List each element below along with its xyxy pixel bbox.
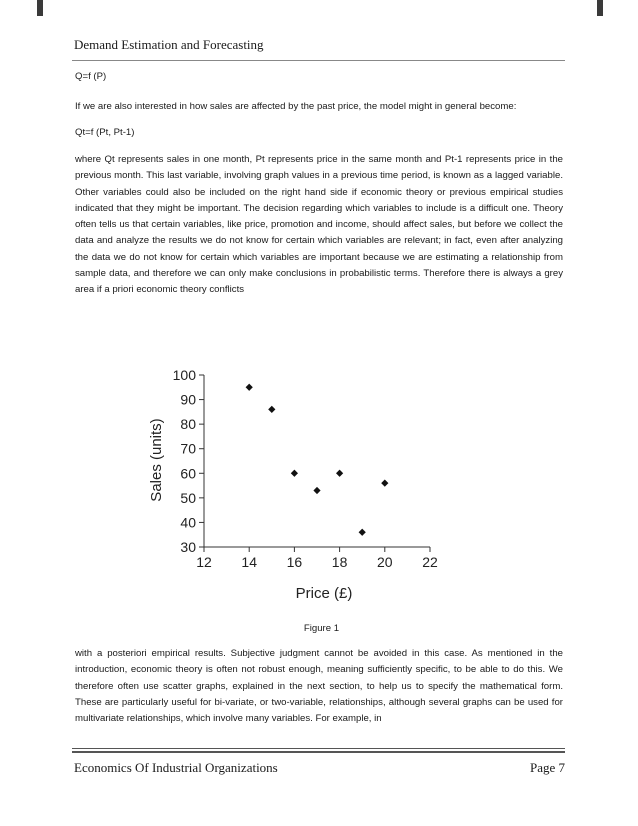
- chart-axes: [204, 375, 430, 547]
- x-tick-label: 12: [196, 554, 212, 570]
- y-tick-label: 70: [180, 440, 196, 457]
- x-tick-label: 22: [422, 554, 438, 570]
- x-axis-label: Price (£): [295, 585, 353, 602]
- x-tick-label: 18: [331, 554, 348, 570]
- y-tick-label: 50: [180, 489, 196, 506]
- x-axis-ticks: [196, 547, 438, 570]
- x-tick-label: 16: [286, 554, 303, 570]
- x-tick-label: 20: [377, 554, 393, 570]
- y-axis-ticks: [173, 367, 204, 555]
- page-corner-mark-left: [37, 0, 43, 16]
- data-point: [313, 487, 320, 494]
- paragraph-2: where Qt represents sales in one month, Pt represents price in the same month and Pt-1 represents price in the previous month. This last variable, involving graph values in a previous time period, is known as a lagged variable. Other variables could also be included on the right hand side if economic theory or previous empirical studies indicated that they might be important. The decision regarding which variables to include is a difficult one. Theory often tells us that certain variables, like price, promotion and income, should affect sales, but before we collect the data and analyze the results we do not know for certain which variables are relevant; in fact, even after analyzing the data we do not know for certain which variables are important because we are estimating a relationship from sample data, and therefore we can only make conclusions in probabilistic terms. Therefore there is always a grey area if a priori economic theory conflicts: [75, 154, 563, 296]
- data-point: [268, 406, 275, 413]
- data-point: [246, 384, 253, 391]
- data-point: [359, 529, 366, 536]
- footer-title: Economics Of Industrial Organizations: [74, 760, 278, 775]
- header-rule: [72, 60, 565, 61]
- running-header: Demand Estimation and Forecasting: [74, 37, 264, 52]
- data-points: [246, 384, 389, 536]
- x-tick-label: 14: [241, 554, 257, 570]
- y-tick-label: 60: [180, 465, 196, 482]
- y-tick-label: 80: [180, 416, 196, 433]
- y-tick-label: 30: [180, 539, 196, 555]
- equation-1: Q=f (P): [75, 71, 107, 82]
- page-corner-mark-right: [597, 0, 603, 16]
- data-point: [291, 470, 298, 477]
- equation-2: Qt=f (Pt, Pt-1): [75, 127, 135, 138]
- y-tick-label: 40: [180, 514, 196, 531]
- page-number: Page 7: [529, 760, 565, 775]
- data-point: [381, 480, 388, 487]
- footer-rule-thin: [72, 748, 565, 749]
- paragraph-1: If we are also interested in how sales are affected by the past price, the model might in general become:: [75, 101, 517, 112]
- paragraph-3: with a posteriori empirical results. Subjective judgment cannot be avoided in this case. As mentioned in the introduction, economic theory is often not robust enough, meaning sufficiently specific, to be able to do this. We therefore often use scatter graphs, explained in the next section, to help us to specify the mathematical form. These are particularly useful for bi-variate, or two-variable, relationships, although several graphs can be used for multivariate relationships, which involve many variables. For example, in: [75, 648, 563, 725]
- y-axis-label: Sales (units): [148, 418, 165, 502]
- y-tick-label: 90: [180, 391, 196, 408]
- data-point: [336, 470, 343, 477]
- footer-rule-thick: [72, 751, 565, 753]
- y-tick-label: 100: [172, 367, 196, 383]
- scatter-chart: [140, 360, 440, 610]
- figure-caption: Figure 1: [303, 623, 340, 634]
